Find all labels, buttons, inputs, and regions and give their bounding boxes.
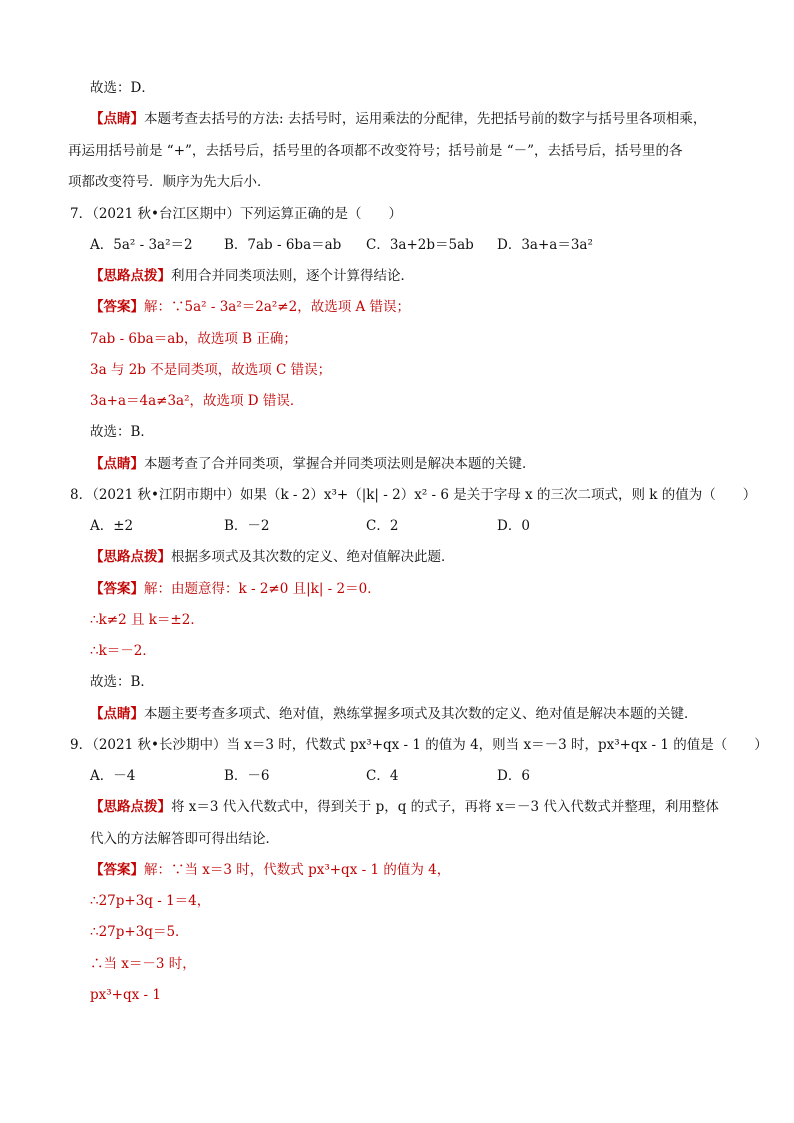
q7-option-b: B．7ab - 6ba＝ab <box>224 237 342 253</box>
q9-option-a: A．－4 <box>90 768 136 784</box>
q8-dianjing <box>90 705 698 723</box>
answer-text: 解：∵当 x＝3 时，代数式 px³+qx - 1 的值为 4， <box>144 862 451 878</box>
q8-option-a: A．±2 <box>90 518 134 534</box>
q7-choice: 故选：B． <box>90 424 154 440</box>
q8-stem: 8．（2021 秋•江阴市期中）如果（k - 2）x³+（|k| - 2）x² - 6 是关于字母 x 的三次二项式，则 k 的值为（ ） <box>70 487 757 503</box>
answer-text: 解：∵5a² - 3a²＝2a²≠2，故选项 A 错误； <box>144 299 411 315</box>
q9-answer-line-4: ∴当 x＝－3 时， <box>90 956 196 972</box>
q9-option-d: D．6 <box>497 768 530 784</box>
answer-tag: 【答案】 <box>90 581 144 597</box>
prev-dianjing-line-2: 再运用括号前是 “+”，去括号后，括号里的各项都不改变符号；括号前是 “－”，去括号后，括号里的各 <box>68 143 683 159</box>
answer-tag: 【答案】 <box>90 862 144 878</box>
answer-text: 解：由题意得：k - 2≠0 且|k| - 2＝0． <box>144 581 381 597</box>
q8-answer-line-3: ∴k＝－2． <box>90 643 156 659</box>
dianjing-text: 本题考查去括号的方法: 去括号时，运用乘法的分配律，先把括号前的数字与括号里各项相乘， <box>144 111 707 127</box>
q7-option-a: A．5a² - 3a²＝2 <box>90 237 193 253</box>
q7-dianjing <box>90 455 536 473</box>
q8-choice: 故选：B． <box>90 674 154 690</box>
q7-hint <box>90 267 414 285</box>
q9-answer-line-2: ∴27p+3q - 1＝4， <box>90 893 211 909</box>
hint-tag: 【思路点拨】 <box>90 268 171 284</box>
q7-answer-line-3: 3a 与 2b 不是同类项，故选项 C 错误； <box>90 362 332 378</box>
dianjing-tag: 【点睛】 <box>90 456 144 472</box>
q8-option-b: B．－2 <box>224 518 270 534</box>
q9-option-b: B．－6 <box>224 768 270 784</box>
q8-answer-line-2: ∴k≠2 且 k＝±2． <box>90 612 204 628</box>
q7-answer-line-1 <box>90 298 410 316</box>
hint-text: 利用合并同类项法则，逐个计算得结论． <box>171 268 414 284</box>
q8-option-c: C．2 <box>366 518 399 534</box>
q8-hint <box>90 548 455 566</box>
prev-choice: 故选：D． <box>90 80 155 96</box>
answer-tag: 【答案】 <box>90 299 144 315</box>
hint-tag: 【思路点拨】 <box>90 549 171 565</box>
q8-option-d: D．0 <box>497 518 530 534</box>
q9-stem: 9．（2021 秋•长沙期中）当 x＝3 时，代数式 px³+qx - 1 的值为 4，则当 x＝－3 时，px³+qx - 1 的值是（ ） <box>70 737 768 753</box>
q7-stem: 7．（2021 秋•台江区期中）下列运算正确的是（ ） <box>70 206 402 222</box>
q7-answer-line-4: 3a+a＝4a≠3a²，故选项 D 错误． <box>90 393 304 409</box>
q9-answer-line-1 <box>90 861 450 879</box>
q9-hint-line-1 <box>90 798 719 816</box>
q9-option-c: C．4 <box>366 768 399 784</box>
q7-answer-line-2: 7ab - 6ba＝ab，故选项 B 正确； <box>90 331 297 347</box>
prev-dianjing-line-1 <box>90 110 706 128</box>
dianjing-tag: 【点睛】 <box>90 111 144 127</box>
hint-tag: 【思路点拨】 <box>90 799 171 815</box>
q9-hint-line-2: 代入的方法解答即可得出结论． <box>90 831 279 847</box>
dianjing-text: 本题考查了合并同类项，掌握合并同类项法则是解决本题的关键． <box>144 456 536 472</box>
q8-answer-line-1 <box>90 580 381 598</box>
q7-option-c: C．3a+2b＝5ab <box>366 237 474 253</box>
q7-option-d: D．3a+a＝3a² <box>497 237 593 253</box>
q9-answer-line-3: ∴27p+3q＝5． <box>90 924 189 940</box>
hint-text: 根据多项式及其次数的定义、绝对值解决此题． <box>171 549 455 565</box>
dianjing-text: 本题主要考查多项式、绝对值，熟练掌握多项式及其次数的定义、绝对值是解决本题的关键． <box>144 706 698 722</box>
dianjing-tag: 【点睛】 <box>90 706 144 722</box>
hint-text: 将 x＝3 代入代数式中，得到关于 p，q 的式子，再将 x＝－3 代入代数式并整理，利用整体 <box>171 799 719 815</box>
q9-answer-line-5: px³+qx - 1 <box>90 987 161 1003</box>
prev-dianjing-line-3: 项都改变符号．顺序为先大后小． <box>68 174 271 190</box>
